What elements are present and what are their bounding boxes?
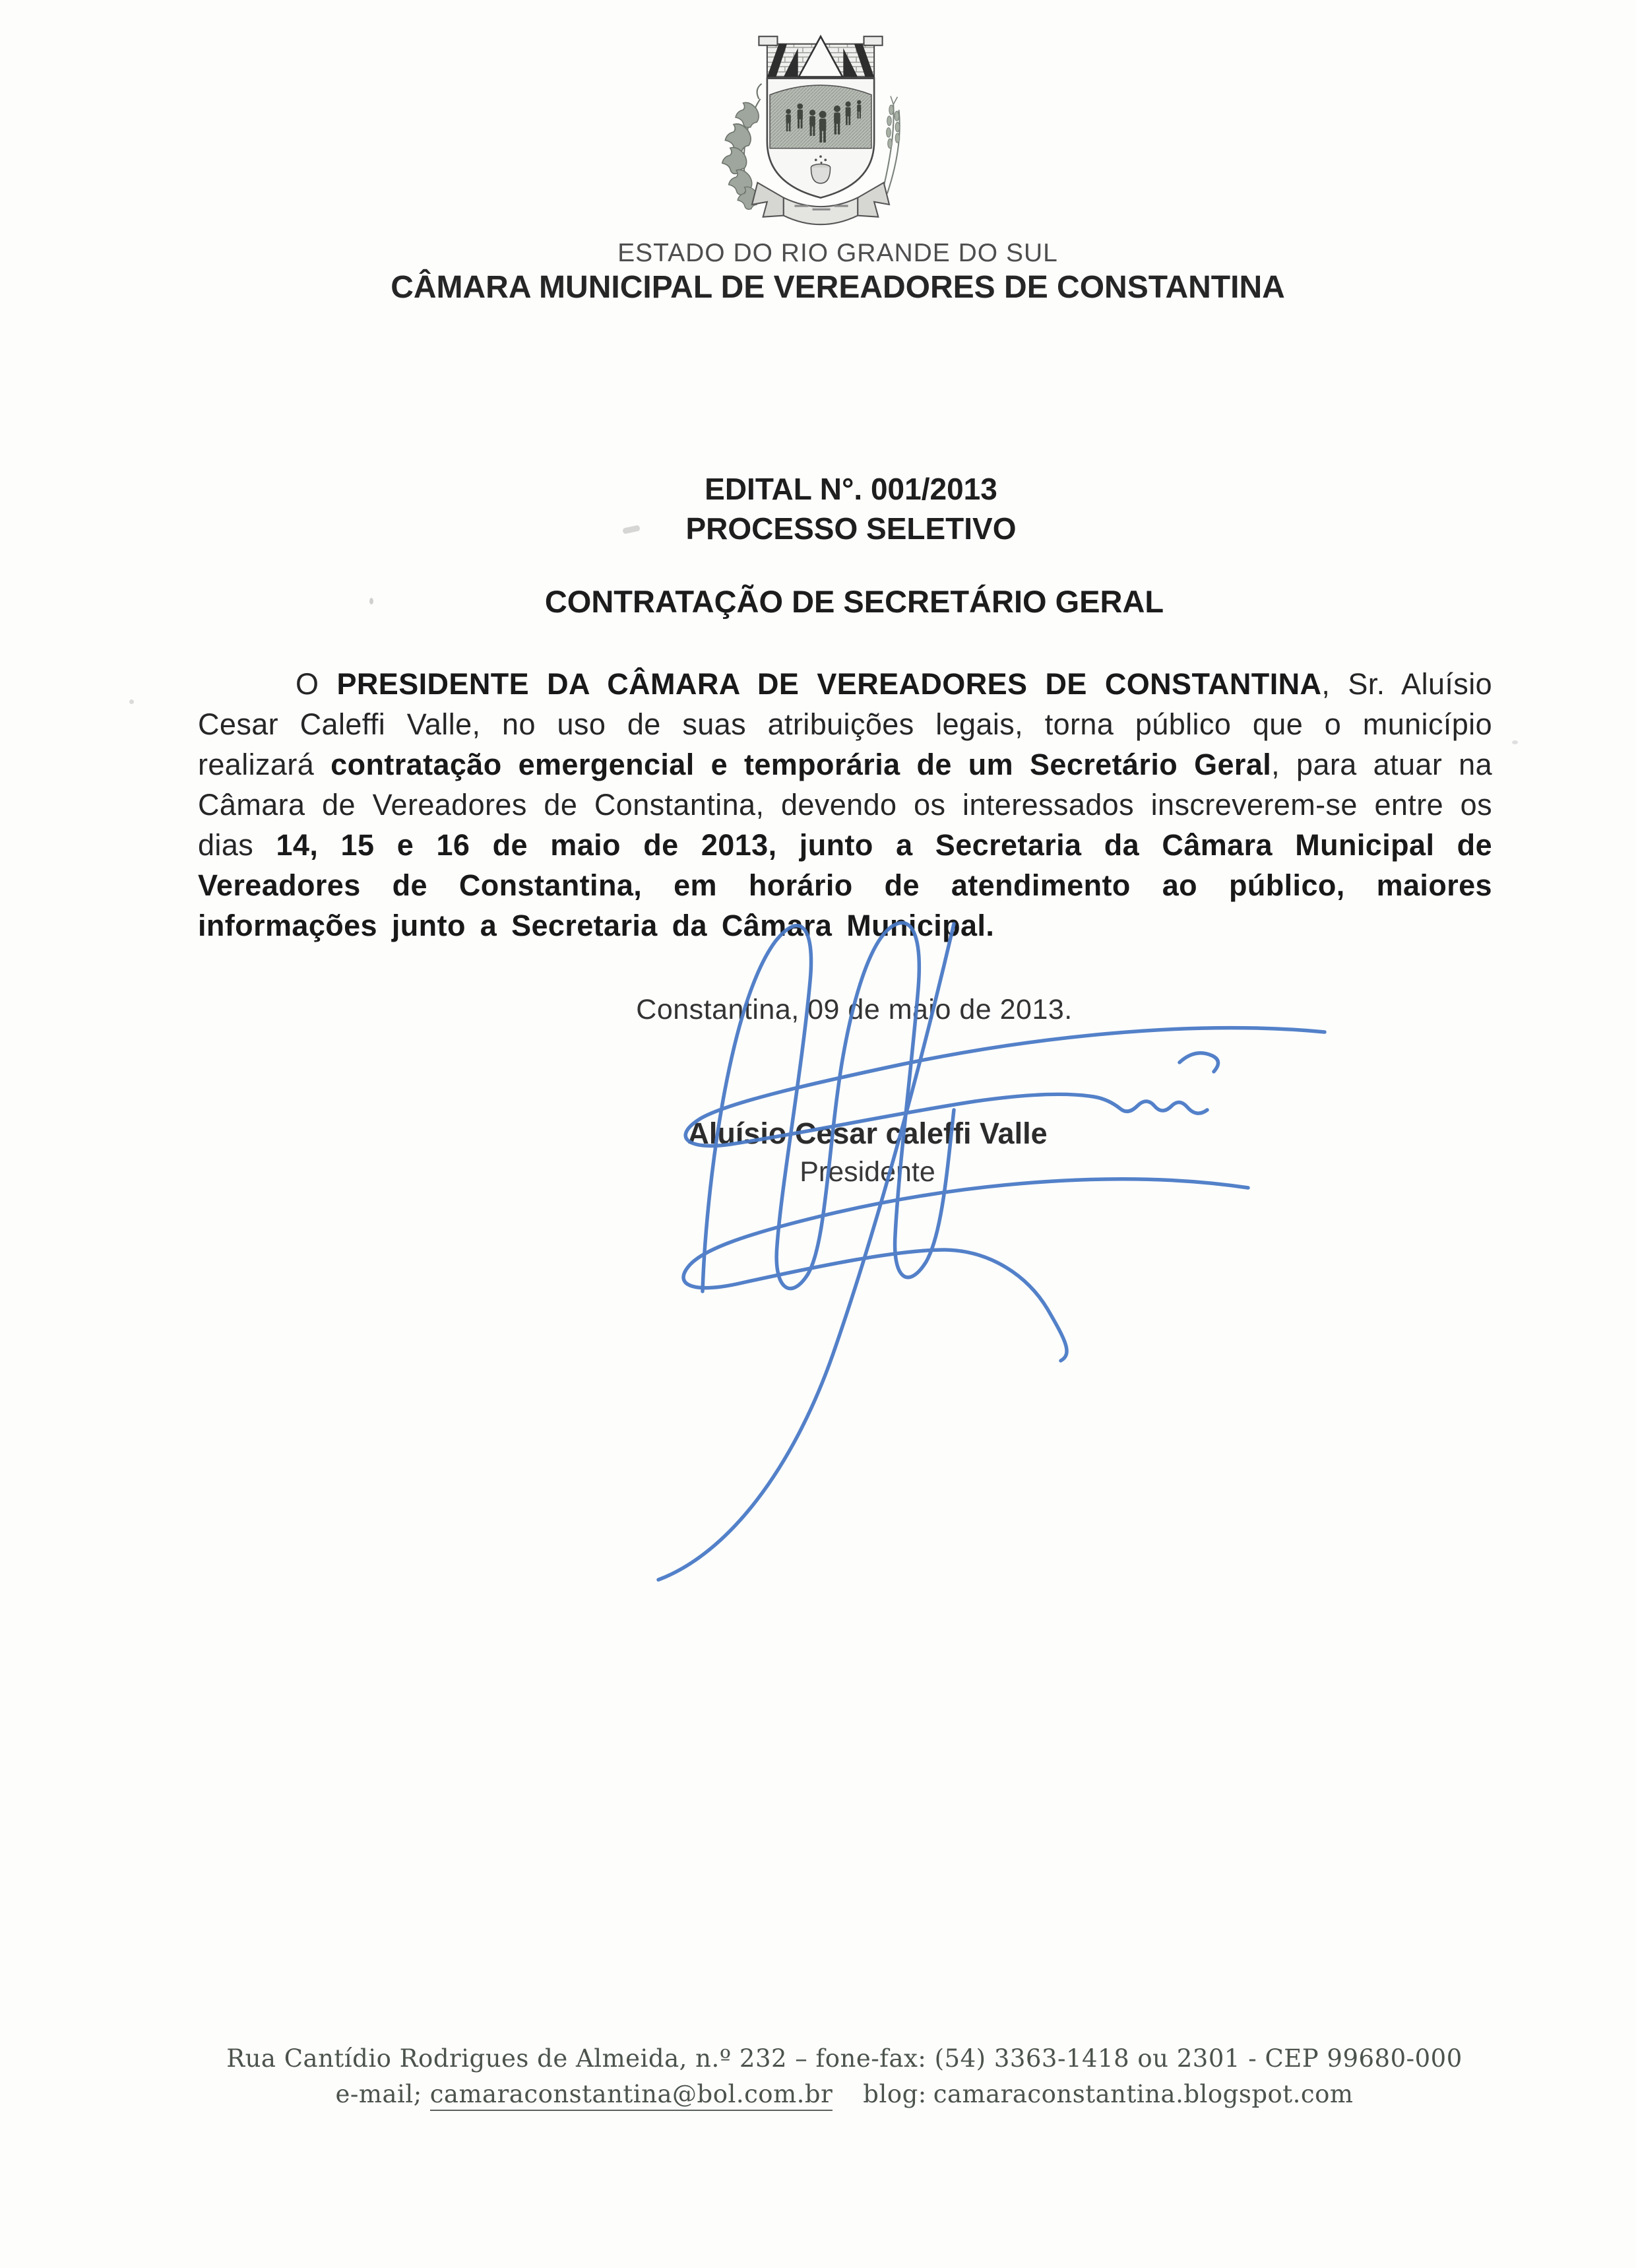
processo-seletivo-title: PROCESSO SELETIVO: [685, 511, 1017, 546]
email-label: e-mail;: [335, 2080, 422, 2108]
edital-number-title: EDITAL N°. 001/2013: [705, 472, 997, 506]
footer-contacts: [53, 2080, 1636, 2108]
state-line: ESTADO DO RIO GRANDE DO SUL: [617, 239, 1058, 267]
body-paragraph: O PRESIDENTE DA CÂMARA DE VEREADORES DE CONSTANTINA, Sr. Aluísio Cesar Caleffi Valle, no uso de suas atribuições legais, torna público que o município realizará contratação emergencial e temporária de um Secretário Geral, para atuar na Câmara de Vereadores de Constantina, devendo os interessados inscreverem-se entre os dias 14, 15 e 16 de maio de 2013, junto a Secretaria da Câmara Municipal de Vereadores de Constantina, em horário de atendimento ao público, maiores informações junto a Secretaria da Câmara Municipal.: [198, 667, 1493, 942]
signer-role: Presidente: [800, 1156, 935, 1188]
signer-name: Aluísio Cesar caleffi Valle: [687, 1117, 1048, 1150]
coat-of-arms: [718, 33, 924, 239]
email-link[interactable]: camaraconstantina@bol.com.br: [430, 2080, 833, 2111]
blog-label: blog:: [863, 2080, 927, 2108]
scan-speck: [129, 699, 134, 704]
org-title: CÂMARA MUNICIPAL DE VEREADORES DE CONSTANTINA: [391, 270, 1285, 305]
subject-title: CONTRATAÇÃO DE SECRETÁRIO GERAL: [544, 584, 1164, 619]
dateline: Constantina, 09 de maio de 2013.: [636, 994, 1073, 1025]
scan-speck: [1512, 740, 1518, 744]
blog-url: camaraconstantina.blogspot.com: [933, 2080, 1354, 2108]
footer-address: Rua Cantídio Rodrigues de Almeida, n.º 232 – fone-fax: (54) 3363-1418 ou 2301 - CEP 99680-000: [226, 2044, 1463, 2073]
scan-speck: [369, 598, 373, 604]
